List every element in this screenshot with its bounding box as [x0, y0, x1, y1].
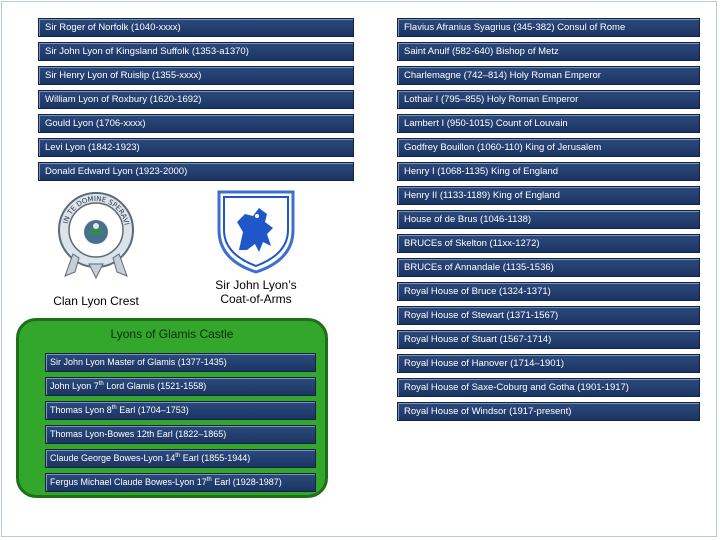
lineage-box: Sir Roger of Norfolk (1040-xxxx) [38, 18, 354, 37]
lineage-box: Royal House of Stuart (1567-1714) [397, 330, 700, 349]
glamis-entry [45, 353, 316, 372]
ordinal-suffix: th [175, 453, 181, 459]
crest-caption: Clan Lyon Crest [53, 294, 139, 308]
lineage-box: Gould Lyon (1706-xxxx) [38, 114, 354, 133]
lineage-box: Royal House of Saxe-Coburg and Gotha (1901-1917) [397, 378, 700, 397]
lineage-box: Lambert I (950-1015) Count of Louvain [397, 114, 700, 133]
glamis-entry [45, 401, 316, 420]
lineage-box: Royal House of Stewart (1371-1567) [397, 306, 700, 325]
coat-caption [198, 278, 314, 306]
glamis-entry-rest: Lord Glamis (1521-1558) [103, 381, 207, 391]
lineage-box: BRUCEs of Annandale (1135-1536) [397, 258, 700, 277]
lineage-box: Sir John Lyon of Kingsland Suffolk (1353-a1370) [38, 42, 354, 61]
lineage-box: Royal House of Hanover (1714–1901) [397, 354, 700, 373]
lineage-box: BRUCEs of Skelton (11xx-1272) [397, 234, 700, 253]
lineage-box: Sir Henry Lyon of Ruislip (1355-xxxx) [38, 66, 354, 85]
lineage-box: William Lyon of Roxbury (1620-1692) [38, 90, 354, 109]
ordinal-suffix: th [111, 405, 117, 411]
glamis-entry-text: Thomas Lyon-Bowes 12th Earl (1822–1865) [50, 429, 227, 439]
glamis-entry [45, 473, 316, 492]
lineage-box: Royal House of Windsor (1917-present) [397, 402, 700, 421]
glamis-entry [45, 449, 316, 468]
clan-crest-badge-icon [55, 190, 137, 280]
lineage-box: House of de Brus (1046-1138) [397, 210, 700, 229]
glamis-title: Lyons of Glamis Castle [110, 327, 234, 341]
glamis-entry [45, 377, 316, 396]
lion-shield-icon [215, 190, 297, 274]
coat-caption-line1: Sir John Lyon’s [215, 278, 297, 292]
lineage-box: Henry I (1068-1135) King of England [397, 162, 700, 181]
ordinal-suffix: th [206, 477, 212, 483]
lineage-box: Royal House of Bruce (1324-1371) [397, 282, 700, 301]
glamis-entry-rest: Earl (1704–1753) [116, 405, 189, 415]
lineage-box: Saint Anulf (582-640) Bishop of Metz [397, 42, 700, 61]
coat-caption-line2: Coat-of-Arms [220, 292, 292, 306]
lineage-box: Lothair I (795–855) Holy Roman Emperor [397, 90, 700, 109]
lineage-box: Henry II (1133-1189) King of England [397, 186, 700, 205]
lineage-box: Godfrey Bouillon (1060-110) King of Jerusalem [397, 138, 700, 157]
crest-motto: IN TE DOMINE SPERAVI [61, 194, 131, 226]
lineage-box: Flavius Afranius Syagrius (345-382) Consul of Rome [397, 18, 700, 37]
lineage-box: Donald Edward Lyon (1923-2000) [38, 162, 354, 181]
glamis-entry-rest: Earl (1928-1987) [211, 477, 282, 487]
glamis-entry-text: Claude George Bowes-Lyon 14 [50, 453, 176, 463]
lineage-box: Levi Lyon (1842-1923) [38, 138, 354, 157]
glamis-entry-text: Fergus Michael Claude Bowes-Lyon 17 [50, 477, 207, 487]
glamis-entry-rest: Earl (1855-1944) [180, 453, 251, 463]
ordinal-suffix: th [98, 381, 104, 387]
glamis-entry-text: John Lyon 7 [50, 381, 99, 391]
lineage-box: Charlemagne (742–814) Holy Roman Emperor [397, 66, 700, 85]
glamis-entry [45, 425, 316, 444]
glamis-entry-text: Thomas Lyon 8 [50, 405, 112, 415]
glamis-entry-text: Sir John Lyon Master of Glamis (1377-1435) [50, 357, 227, 367]
